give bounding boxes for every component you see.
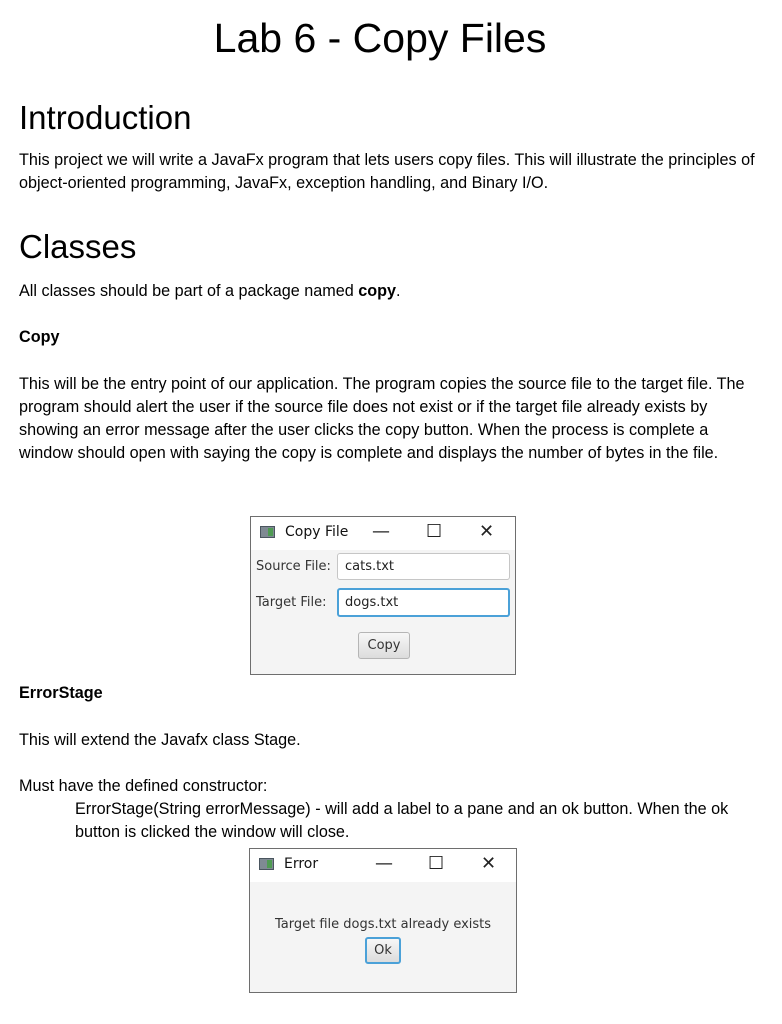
error-window-titlebar [250, 849, 516, 882]
copy-button[interactable]: Copy [358, 632, 410, 659]
minimize-icon[interactable]: — [372, 521, 390, 542]
close-icon[interactable]: ✕ [481, 853, 497, 874]
source-file-input[interactable] [337, 553, 510, 580]
copy-file-window [250, 516, 516, 675]
errorstage-paragraph: This will extend the Javafx class Stage. [19, 731, 301, 749]
introduction-paragraph: This project we will write a JavaFx program that lets users copy files. This will illustrate the principles of object-oriented programming, JavaFx, exception handling, and Binary I/O. [19, 151, 755, 192]
target-file-input[interactable] [337, 588, 510, 617]
error-window-title: Error [284, 856, 319, 872]
maximize-icon[interactable]: ☐ [428, 853, 445, 874]
copy-class-paragraph: This will be the entry point of our application. The program copies the source file to the target file. The program should alert the user if the source file does not exist or if the target file already exists by showing an error message after the user clicks the copy button. When the process is complete a window should open with saying the copy is complete and displays the number of bytes in the file. [19, 375, 745, 462]
package-text: All classes should be part of a package named [19, 282, 359, 300]
introduction-heading: Introduction [19, 99, 192, 136]
classes-heading: Classes [19, 228, 137, 265]
minimize-icon[interactable]: — [375, 853, 393, 874]
copy-class-heading: Copy [19, 328, 60, 346]
java-app-icon [259, 858, 274, 870]
errorstage-class-heading: ErrorStage [19, 684, 103, 702]
error-message: Target file dogs.txt already exists [274, 917, 492, 932]
source-file-label: Source File: [256, 559, 331, 574]
document-title: Lab 6 - Copy Files [213, 15, 547, 61]
copy-window-title: Copy File [285, 524, 349, 540]
package-text-end: . [396, 282, 401, 300]
java-app-icon [260, 526, 275, 538]
error-window [249, 848, 517, 993]
copy-window-titlebar [251, 517, 515, 550]
close-icon[interactable]: ✕ [479, 521, 495, 542]
target-file-label: Target File: [256, 595, 327, 610]
ok-button[interactable]: Ok [365, 937, 401, 964]
package-name: copy [358, 282, 397, 300]
constructor-intro: Must have the defined constructor: [19, 777, 268, 795]
constructor-description: ErrorStage(String errorMessage) - will add a label to a pane and an ok button. When the ok button is clicked the window will close. [75, 800, 729, 841]
maximize-icon[interactable]: ☐ [426, 521, 443, 542]
package-paragraph [19, 280, 759, 303]
